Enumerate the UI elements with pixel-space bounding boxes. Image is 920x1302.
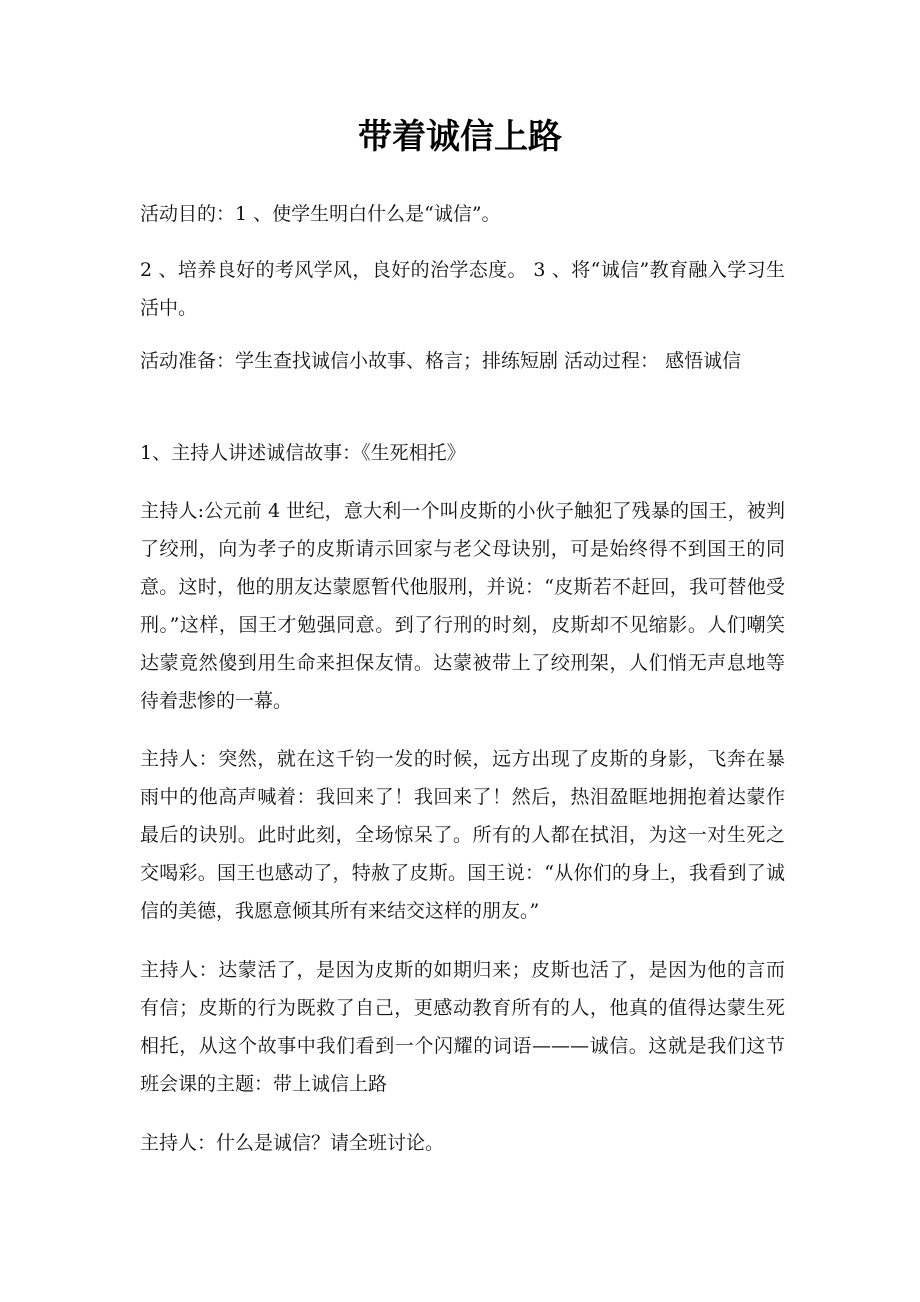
paragraph-host-story-2: 主持人：突然，就在这千钧一发的时候，远方出现了皮斯的身影，飞奔在暴雨中的他高声喊着：我回来了！我回来了！然后，热泪盈眶地拥抱着达蒙作最后的诀别。此时此刻，全场惊呆了。所有的人都在拭泪，为这一对生死之交喝彩。国王也感动了，特赦了皮斯。国王说：“从你们的身上，我看到了诚信的美德，我愿意倾其所有来结交这样的朋友。” xyxy=(140,748,785,922)
paragraph-goals-2-3: 2 、培养良好的考风学风，良好的治学态度。 3 、将“诚信”教育融入学习生活中。 xyxy=(140,259,785,319)
paragraph-host-story-3: 主持人：达蒙活了，是因为皮斯的如期归来；皮斯也活了，是因为他的言而有信；皮斯的行为既救了自己，更感动教育所有的人，他真的值得达蒙生死相托，从这个故事中我们看到一个闪耀的词语———诚信。这就是我们这节班会课的主题：带上诚信上路 xyxy=(140,959,785,1095)
paragraph-host-discussion: 主持人：什么是诚信？请全班讨论。 xyxy=(140,1132,445,1154)
paragraph-host-story-1: 主持人:公元前 4 世纪，意大利一个叫皮斯的小伙子触犯了残暴的国王，被判了绞刑，向为孝子的皮斯请示回家与老父母诀别，可是始终得不到国王的同意。这时，他的朋友达蒙愿暂代他服刑，并说：“皮斯若不赶回，我可替他受刑。”这样，国王才勉强同意。到了行刑的时刻，皮斯却不见缩影。人们嘲笑达蒙竟然傻到用生命来担保友情。达蒙被带上了绞刑架，人们悄无声息地等待着悲惨的一幕。 xyxy=(140,500,785,712)
page-title: 带着诚信上路 xyxy=(358,117,562,157)
paragraph-activity-goal: 活动目的：1 、使学生明白什么是“诚信”。 xyxy=(140,203,501,225)
paragraph-story-heading: 1、主持人讲述诚信故事：《生死相托》 xyxy=(140,442,466,464)
paragraph-preparation: 活动准备：学生查找诚信小故事、格言；排练短剧 活动过程： 感悟诚信 xyxy=(140,350,742,372)
